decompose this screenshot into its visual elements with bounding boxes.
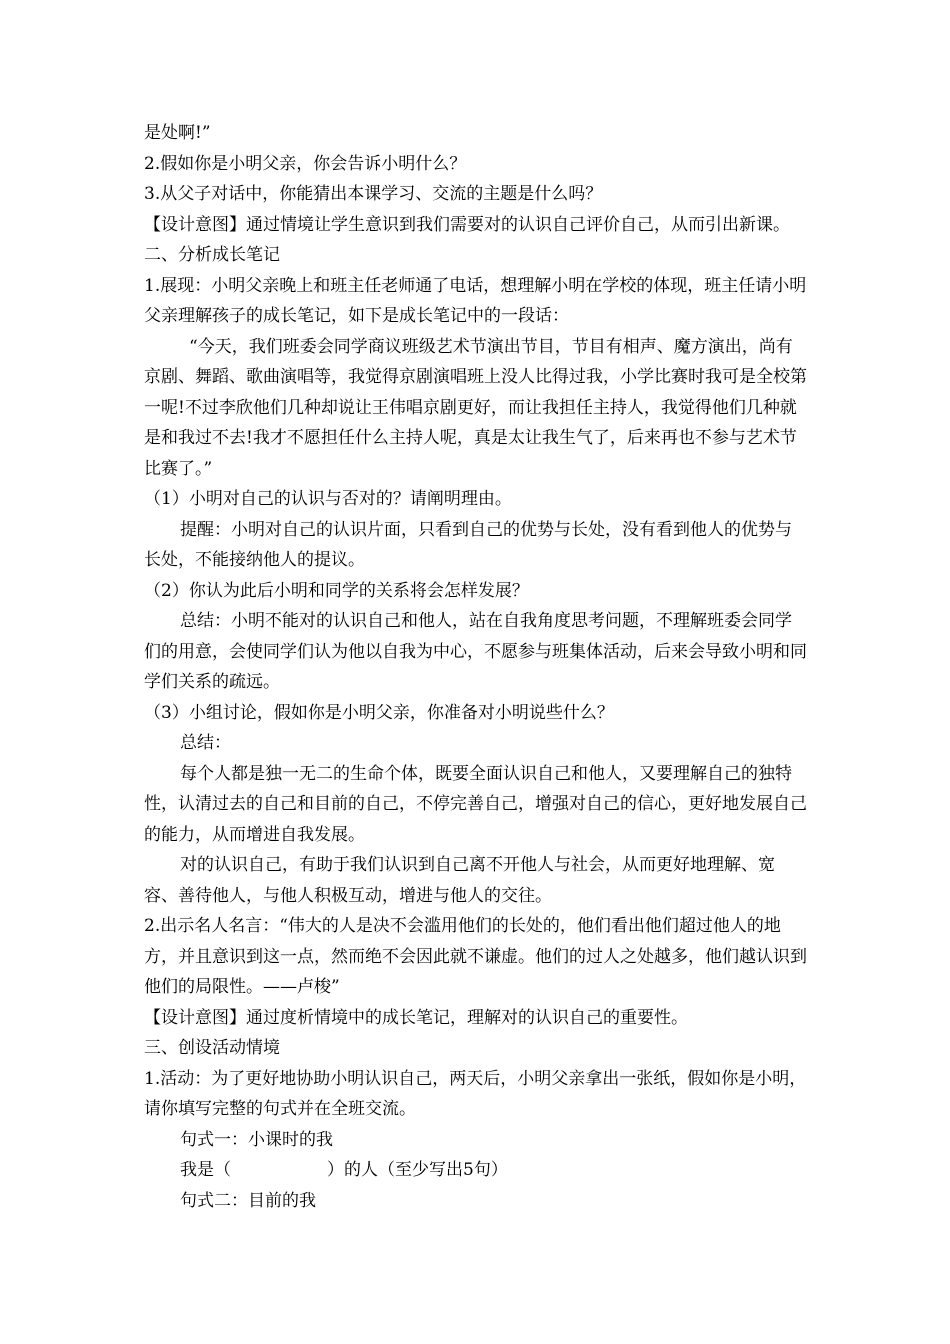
- sentence-pattern-1: 句式一：小课时的我: [180, 1129, 333, 1150]
- sub-question-2: （2）你认为此后小明和同学的关系将会怎样发展？: [144, 580, 529, 601]
- document-body: [144, 118, 808, 1216]
- section-heading-3: 三、创设活动情境: [144, 1038, 280, 1058]
- fill-in-suffix: ）的人（至少写出5句）: [327, 1160, 508, 1180]
- summary-paragraph-1: 总结：小明不能对的认识自己和他人，站在自我角度思考问题，不理解班委会同学们的用意，会使同学们认为他以自我为中心，不愿参与班集体活动，后来会导致小明和同学们关系的疏远。: [144, 611, 807, 692]
- design-intent-1: 【设计意图】通过情境让学生意识到我们需要对的认识自己评价自己，从而引出新课。: [144, 214, 790, 235]
- design-intent-2: 【设计意图】通过度析情境中的成长笔记，理解对的认识自己的重要性。: [144, 1007, 688, 1028]
- reminder-paragraph: 提醒：小明对自己的认识片面，只看到自己的优势与长处，没有看到他人的优势与长处，不能接纳他人的提议。: [144, 519, 792, 570]
- activity-paragraph: 1.活动：为了更好地协助小明认识自己，两天后，小明父亲拿出一张纸，假如你是小明，请你填写完整的句式并在全班交流。: [144, 1068, 807, 1119]
- section-heading-2: 二、分析成长笔记: [144, 245, 280, 265]
- text-line: 是处啊!”: [144, 123, 211, 143]
- summary-paragraph-3: 对的认识自己，有助于我们认识到自己离不开他人与社会，从而更好地理解、宽容、善待他人，与他人积极互动，增进与他人的交往。: [144, 855, 775, 906]
- sentence-pattern-2: 句式二：目前的我: [180, 1190, 316, 1211]
- question-2: 2.假如你是小明父亲，你会告诉小明什么？: [144, 153, 467, 174]
- question-3: 3.从父子对话中，你能猜出本课学习、交流的主题是什么吗？: [144, 184, 603, 204]
- paragraph-showcase: 1.展现：小明父亲晚上和班主任老师通了电话，想理解小明在学校的体现，班主任请小明父亲理解孩子的成长笔记，如下是成长笔记中的一段话：: [144, 275, 807, 326]
- summary-paragraph-2: 每个人都是独一无二的生命个体，既要全面认识自己和他人，又要理解自己的独特性，认清过去的自己和目前的自己，不停完善自己，增强对自己的信心，更好地发展自己的能力，从而增进自我发展。: [144, 763, 807, 845]
- fill-in-sentence: [144, 1155, 808, 1186]
- sub-question-3: （3）小组讨论，假如你是小明父亲，你准备对小明说些什么？: [144, 702, 614, 723]
- famous-quote: 2.出示名人名言：“伟大的人是决不会滥用他们的长处的，他们看出他们超过他人的地方，并且意识到这一点，然而绝不会因此就不谦虚。他们的过人之处越多，他们越认识到他们的局限性。——卢梭”: [144, 916, 807, 997]
- growth-note-quote: “今天，我们班委会同学商议班级艺术节演出节目，节目有相声、魔方演出，尚有京剧、舞蹈、歌曲演唱等，我觉得京剧演唱班上没人比得过我，小学比赛时我可是全校第一呢!不过李欣他们几种却说让王伟唱京剧更好，而让我担任主持人，我觉得他们几种就是和我过不去!我才不愿担任什么主持人呢，真是太让我生气了，后来再也不参与艺术节比赛了。”: [144, 336, 807, 479]
- summary-label: 总结：: [180, 733, 231, 753]
- sub-question-1: （1）小明对自己的认识与否对的？请阐明理由。: [144, 489, 512, 509]
- fill-in-prefix: 我是（: [180, 1160, 231, 1180]
